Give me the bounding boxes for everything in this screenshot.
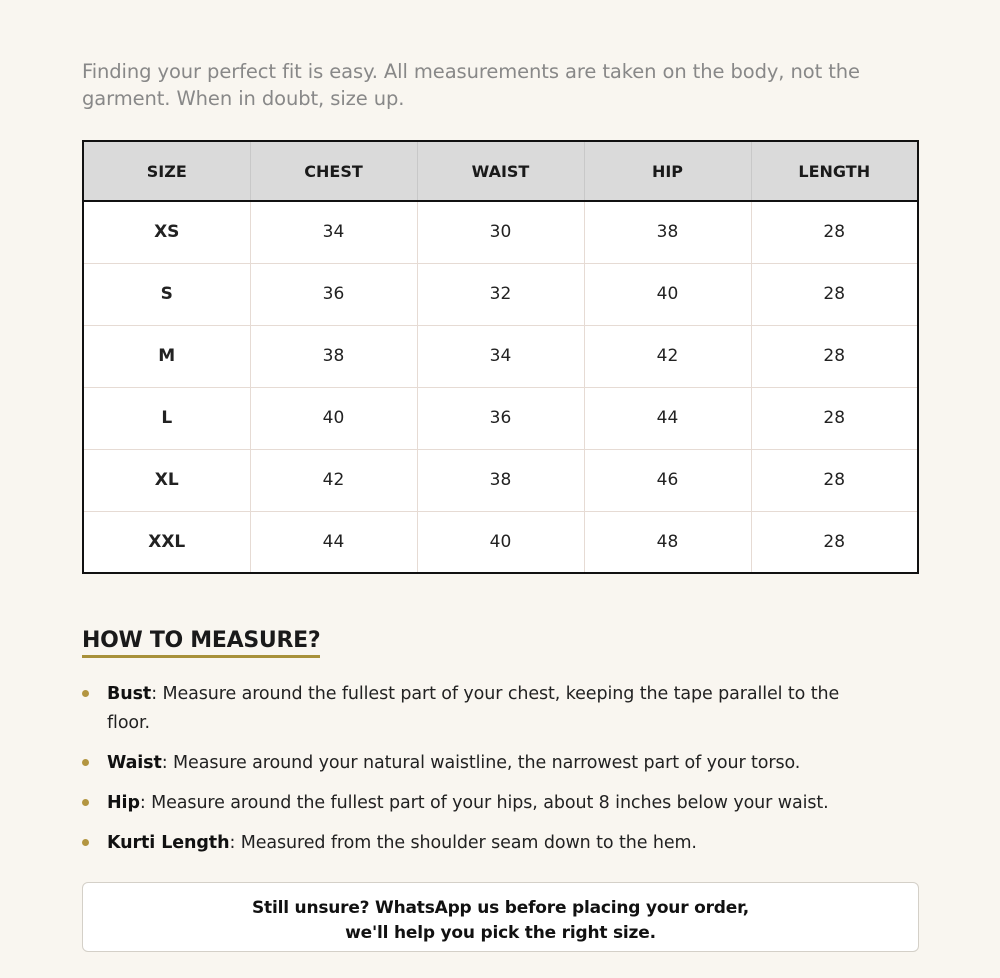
chest-cell: 36 (250, 263, 417, 325)
measure-description: : Measure around your natural waistline, the narrowest part of your torso. (161, 753, 801, 773)
header-waist: WAIST (417, 141, 584, 201)
hip-cell: 46 (584, 449, 751, 511)
list-item (82, 680, 882, 738)
length-cell: 28 (751, 387, 918, 449)
header-chest: CHEST (250, 141, 417, 201)
hip-cell: 38 (584, 201, 751, 263)
table-row (83, 263, 918, 325)
size-cell: M (83, 325, 250, 387)
length-cell: 28 (823, 531, 846, 552)
length-cell: 28 (751, 263, 918, 325)
measure-description: : Measure around the fullest part of your hips, about 8 inches below your waist. (139, 793, 829, 813)
measure-term: Waist (107, 753, 162, 773)
bullet-dot-icon (82, 799, 89, 806)
chest-cell: 34 (250, 201, 417, 263)
list-item (82, 789, 882, 818)
length-cell: 28 (751, 325, 918, 387)
chest-cell: 40 (250, 387, 417, 449)
size-cell: XS (83, 201, 250, 263)
length-cell: 28 (751, 201, 918, 263)
hip-cell: 42 (584, 325, 751, 387)
measure-term: Bust (107, 684, 152, 704)
bullet-dot-icon (82, 759, 89, 766)
waist-cell: 40 (417, 511, 584, 573)
intro-text: Finding your perfect fit is easy. All measurements are taken on the body, not the garment. When in doubt, size up. (82, 60, 860, 110)
table-row (83, 325, 918, 387)
whatsapp-help-box (82, 882, 919, 952)
header-length: LENGTH (751, 141, 918, 201)
measure-description: : Measure around the fullest part of your chest, keeping the tape parallel to the floor. (107, 684, 840, 733)
size-chart-table (82, 140, 919, 574)
waist-cell: 38 (417, 449, 584, 511)
header-hip: HIP (584, 141, 751, 201)
chest-cell: 42 (250, 449, 417, 511)
bullet-dot-icon (82, 690, 89, 697)
bullet-dot-icon (82, 839, 89, 846)
waist-cell: 30 (417, 201, 584, 263)
list-item (82, 749, 882, 778)
table-row (83, 387, 918, 449)
table-row (83, 201, 918, 263)
measure-instructions-list (82, 680, 882, 869)
size-cell: XL (83, 449, 250, 511)
help-line-1: Still unsure? WhatsApp us before placing your order, (251, 898, 750, 918)
hip-cell: 48 (584, 511, 751, 573)
waist-cell: 34 (417, 325, 584, 387)
chest-cell: 38 (250, 325, 417, 387)
header-size: SIZE (83, 141, 250, 201)
waist-cell: 36 (417, 387, 584, 449)
size-cell: XXL (83, 511, 250, 573)
waist-cell: 32 (417, 263, 584, 325)
chest-cell: 44 (250, 511, 417, 573)
table-row (83, 449, 918, 511)
hip-cell: 40 (584, 263, 751, 325)
hip-cell: 44 (584, 387, 751, 449)
table-row (83, 511, 918, 573)
table-header-row (83, 141, 918, 201)
measure-description: : Measured from the shoulder seam down to the hem. (229, 833, 697, 853)
list-item (82, 829, 882, 858)
help-line-2: we'll help you pick the right size. (345, 923, 656, 943)
measure-term: Hip (107, 793, 140, 813)
size-cell: S (83, 263, 250, 325)
measure-term: Kurti Length (107, 833, 230, 853)
size-cell: L (83, 387, 250, 449)
how-to-measure-heading: HOW TO MEASURE? (82, 628, 320, 658)
length-cell: 28 (751, 449, 918, 511)
